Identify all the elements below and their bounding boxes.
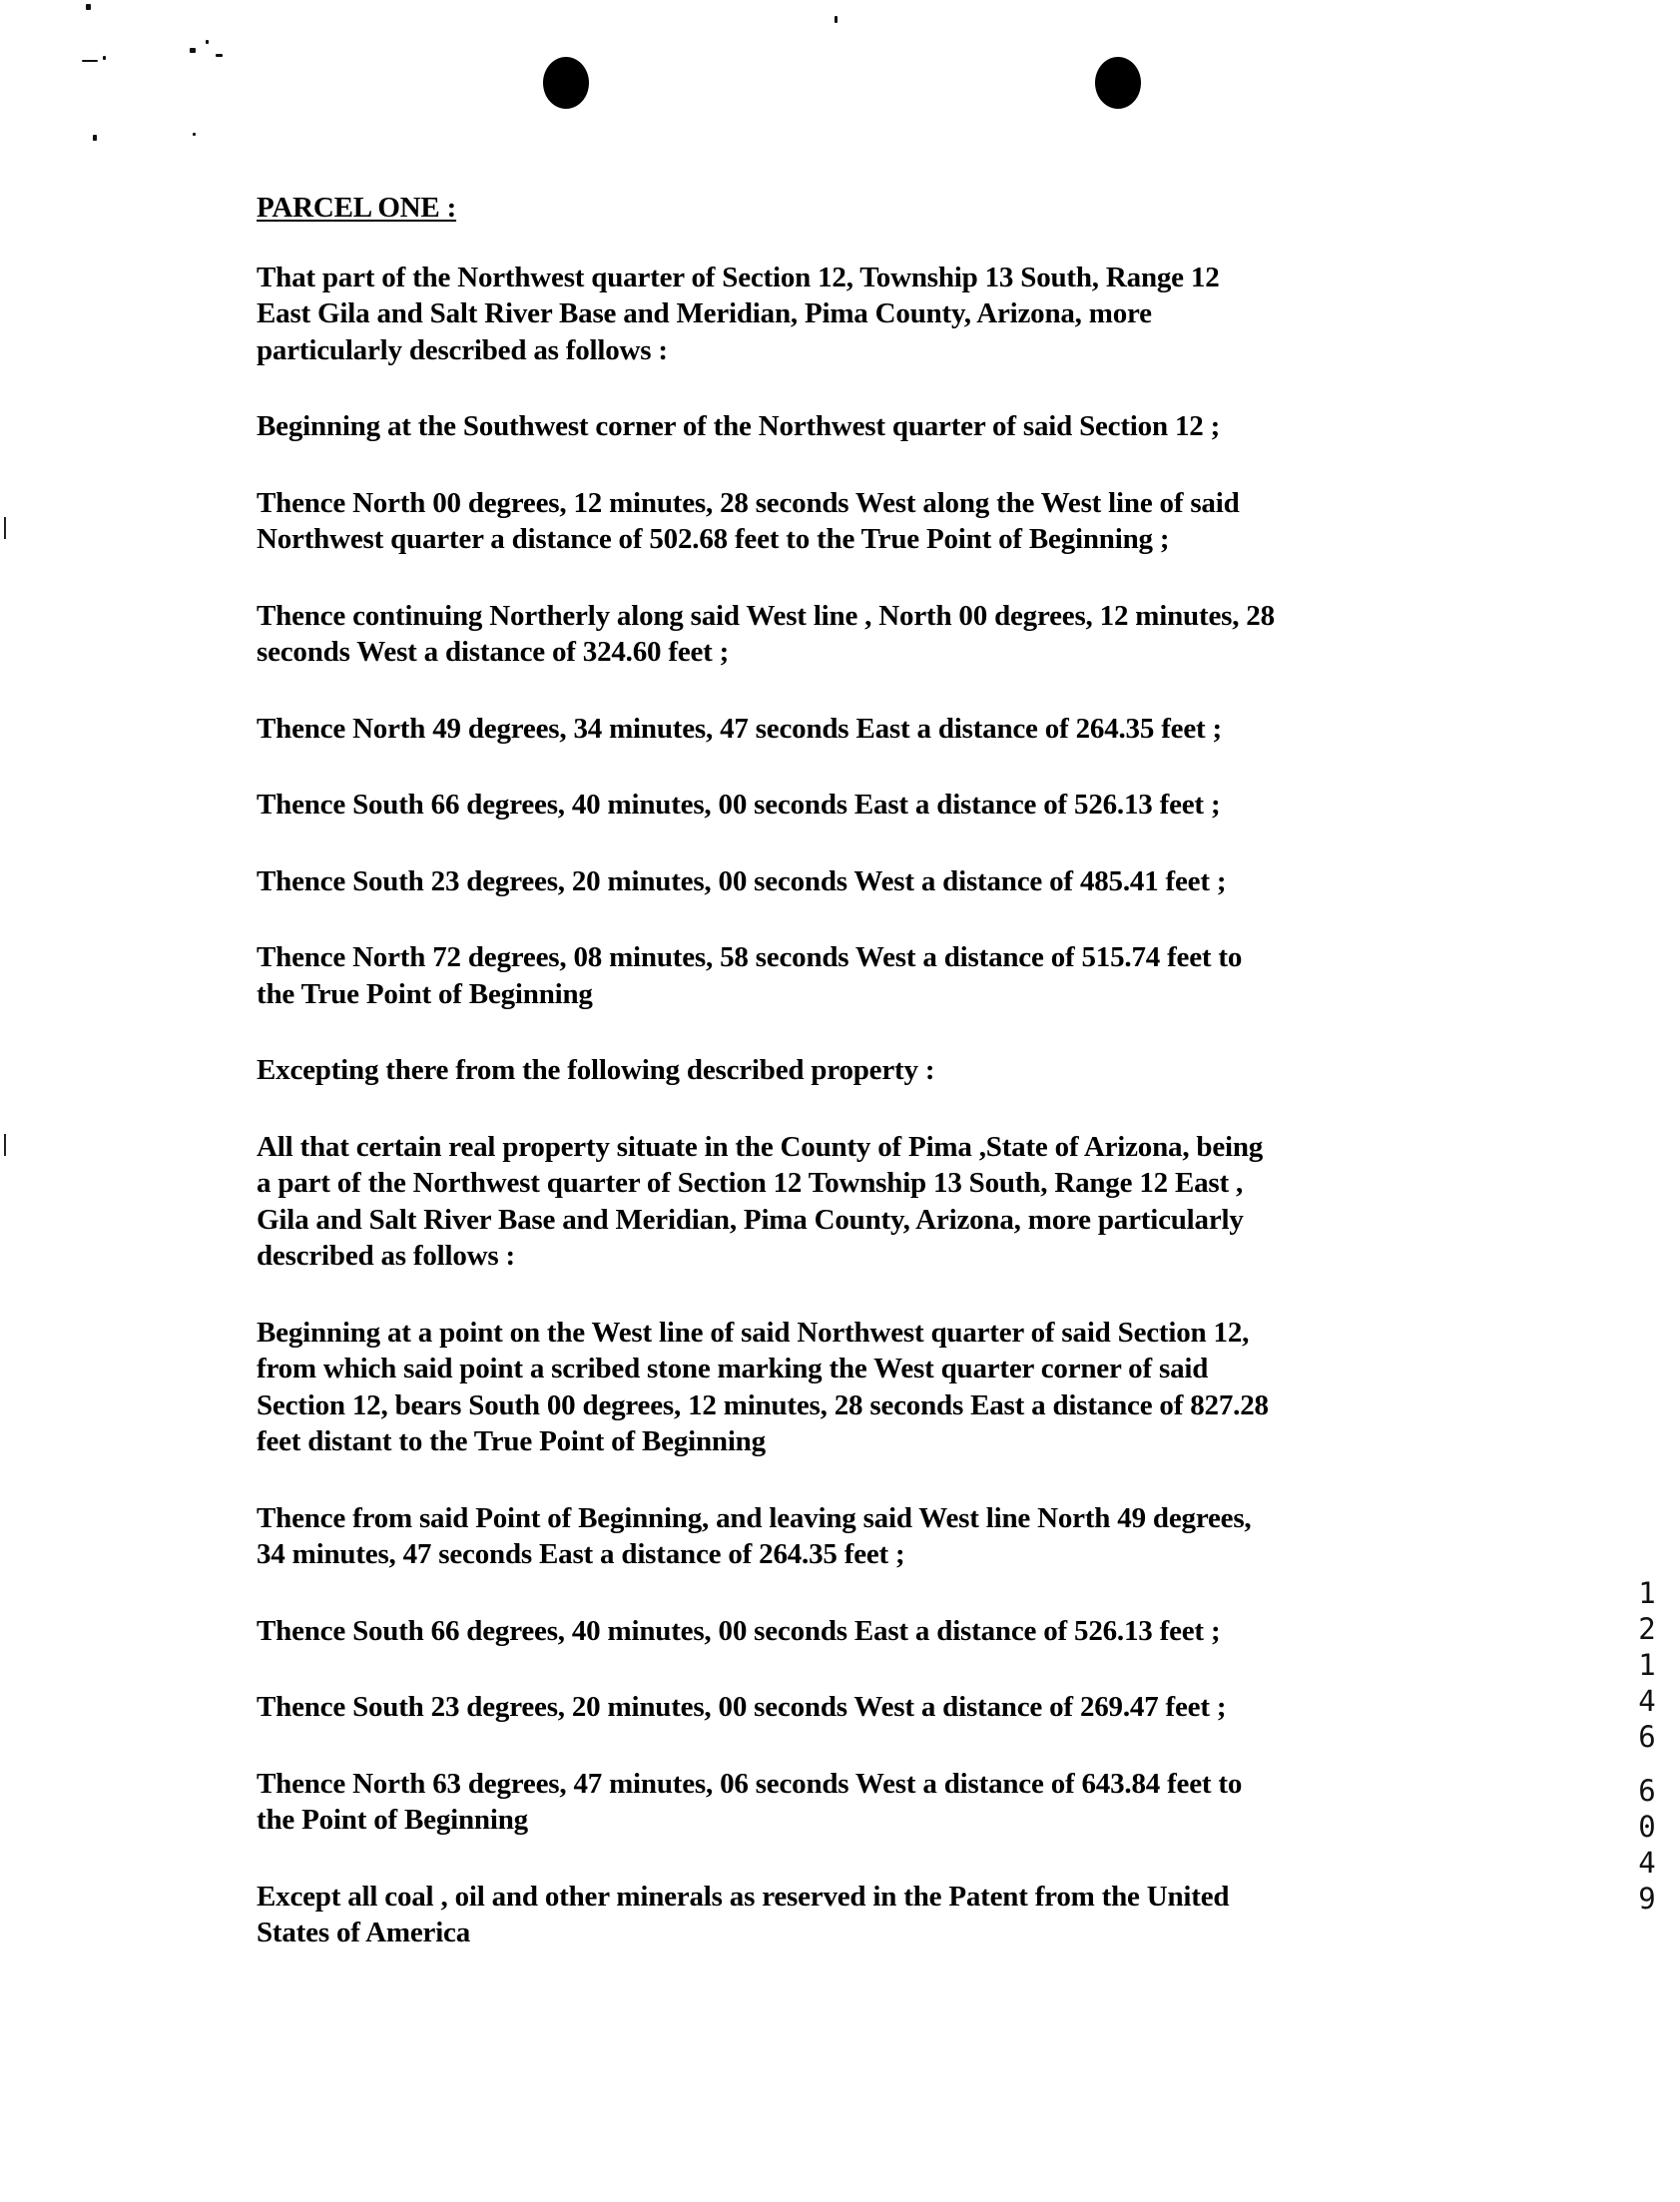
paragraph-exception-description: All that certain real property situate in the County of Pima ,State of Arizona, being a part of the Northwest quarter of Section 12 Township 13 South, Range 12 East , Gila and Salt River Base and Meridian, Pima County, Arizona, more particularly described as follows : <box>257 1130 1264 1272</box>
paragraph-exception-course-2: Thence South 66 degrees, 40 minutes, 00 seconds East a distance of 526.13 feet ; <box>257 1614 1221 1647</box>
scan-speck <box>93 135 97 141</box>
paragraph-course-1: Thence North 00 degrees, 12 minutes, 28 seconds West along the West line of said Northwest quarter a distance of 502.68 feet to the True Point of Beginning ; <box>257 486 1240 555</box>
stamp-digit: 1 <box>1638 1648 1656 1682</box>
scan-speck <box>82 60 98 62</box>
scan-speck <box>193 133 196 136</box>
parcel-heading: PARCEL ONE : <box>257 192 457 224</box>
stamp-digit: 6 <box>1638 1720 1656 1754</box>
paragraph-course-4: Thence South 66 degrees, 40 minutes, 00 seconds East a distance of 526.13 feet ; <box>257 789 1221 821</box>
scan-edge-mark <box>4 517 6 539</box>
recording-number-lower <box>1633 1773 1661 1917</box>
paragraph-exception-intro: Excepting there from the following described property : <box>257 1054 935 1086</box>
stamp-digit: 1 <box>1638 1576 1656 1610</box>
scan-speck <box>103 56 106 60</box>
scan-speck <box>835 16 838 23</box>
recording-number-upper <box>1633 1575 1661 1755</box>
stamp-digit: 2 <box>1638 1612 1656 1646</box>
paragraph-course-2: Thence continuing Northerly along said West line , North 00 degrees, 12 minutes, 28 seconds West a distance of 324.60 feet ; <box>257 599 1275 668</box>
scan-speck <box>206 40 209 44</box>
stamp-digit: 4 <box>1638 1684 1656 1718</box>
scan-speck <box>190 48 196 53</box>
scan-speck <box>86 4 91 10</box>
stamp-digit: 6 <box>1638 1774 1656 1808</box>
stamp-digit: 4 <box>1638 1846 1656 1880</box>
paragraph-course-6: Thence North 72 degrees, 08 minutes, 58 seconds West a distance of 515.74 feet to the True Point of Beginning <box>257 941 1243 1010</box>
paragraph-course-5: Thence South 23 degrees, 20 minutes, 00 seconds West a distance of 485.41 feet ; <box>257 864 1227 897</box>
punch-hole-left <box>543 57 589 109</box>
paragraph-exception-beginning: Beginning at a point on the West line of said Northwest quarter of said Section 12, from which said point a scribed stone marking the West quarter corner of said Section 12, bears South 00 degrees, 12 minutes, 28 seconds East a distance of 827.28 feet distant to the True Point of Beginning <box>257 1316 1269 1457</box>
paragraph-exception-course-1: Thence from said Point of Beginning, and leaving said West line North 49 degrees, 34 minutes, 47 seconds East a distance of 264.35 feet ; <box>257 1501 1252 1570</box>
paragraph-intro: That part of the Northwest quarter of Section 12, Township 13 South, Range 12 East Gila and Salt River Base and Meridian, Pima County, Arizona, more particularly described as follows : <box>257 261 1220 366</box>
paragraph-exception-course-3: Thence South 23 degrees, 20 minutes, 00 seconds West a distance of 269.47 feet ; <box>257 1691 1227 1723</box>
paragraph-exception-course-4: Thence North 63 degrees, 47 minutes, 06 seconds West a distance of 643.84 feet to the Point of Beginning <box>257 1767 1243 1836</box>
scan-edge-mark <box>4 1134 6 1156</box>
punch-hole-right <box>1095 57 1141 109</box>
paragraph-beginning: Beginning at the Southwest corner of the Northwest quarter of said Section 12 ; <box>257 410 1221 442</box>
legal-description <box>257 190 1454 1991</box>
paragraph-mineral-reservation: Except all coal , oil and other minerals as reserved in the Patent from the United States of America <box>257 1880 1230 1948</box>
stamp-digit: 9 <box>1638 1882 1656 1916</box>
scan-speck <box>216 54 223 57</box>
paragraph-course-3: Thence North 49 degrees, 34 minutes, 47 seconds East a distance of 264.35 feet ; <box>257 712 1222 745</box>
stamp-digit: 0 <box>1638 1810 1656 1844</box>
